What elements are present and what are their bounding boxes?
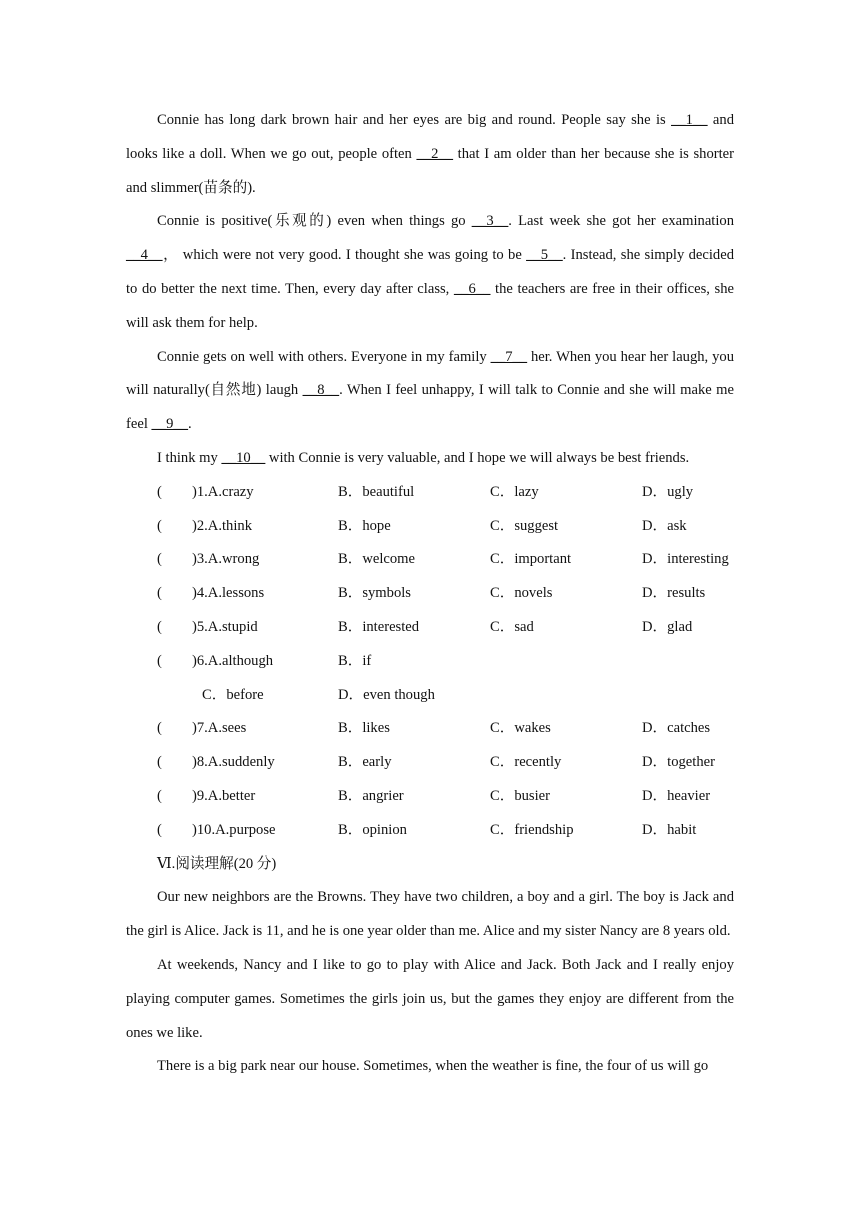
text-block <box>126 104 734 1084</box>
answer-paren: ( <box>157 821 162 838</box>
option-c: C．suggest <box>490 517 559 534</box>
option-b: B．interested <box>338 618 420 635</box>
answer-paren: ( <box>157 652 162 669</box>
option-b: B．hope <box>338 517 391 534</box>
question-row-6 <box>126 645 734 679</box>
option-d: D．interesting <box>642 551 729 568</box>
option-c: C．sad <box>490 618 534 635</box>
answer-paren: ( <box>157 754 162 771</box>
cloze-paragraph-4 <box>126 442 734 476</box>
option-c: C．busier <box>490 787 550 804</box>
reading-paragraph-1: Our new neighbors are the Browns. They have two children, a boy and a girl. The boy is Jack and the girl is Alice. Jack is 11, and he is one year older than me. Alice and my sister Nancy are 8 years old. <box>126 889 734 940</box>
passage-text: Connie has long dark brown hair and her eyes are big and round. People say she is <box>157 112 672 128</box>
passage-text: and looks like a doll. When we go out, people often <box>126 112 734 162</box>
passage-text: . Last week she got her examination <box>508 213 734 230</box>
option-c: C．before <box>202 686 264 703</box>
blank-2: __2__ <box>416 145 453 162</box>
option-a: )3.A.wrong <box>192 551 260 568</box>
blank-6: __6__ <box>453 280 491 297</box>
option-a: )8.A.suddenly <box>192 754 275 771</box>
option-c: C．important <box>490 551 572 568</box>
option-d: D．ask <box>642 517 687 534</box>
option-c: C．wakes <box>490 720 551 737</box>
question-row-10 <box>126 814 734 848</box>
reading-paragraph-3: There is a big park near our house. Sometimes, when the weather is fine, the four of us will go <box>157 1058 709 1075</box>
option-b: B．angrier <box>338 787 404 804</box>
cloze-paragraph-3 <box>126 341 734 442</box>
option-d: D．ugly <box>642 483 694 500</box>
passage-text: . <box>188 416 192 433</box>
answer-paren: ( <box>157 787 162 804</box>
blank-5: __5__ <box>526 247 563 264</box>
blank-10: __10__ <box>221 449 266 466</box>
option-d: D．even though <box>338 686 435 703</box>
answer-paren: ( <box>157 618 162 635</box>
option-a: )5.A.stupid <box>192 618 258 635</box>
blank-1: __1__ <box>671 112 708 128</box>
option-d: D．heavier <box>642 787 711 804</box>
answer-paren: ( <box>157 720 162 737</box>
answer-paren: ( <box>157 483 162 500</box>
question-row-1 <box>126 476 734 510</box>
passage-text: ， which were not very good. I thought she was going to be <box>162 247 527 264</box>
option-d: D．habit <box>642 821 697 838</box>
passage-text: . Instead, she simply decided to do better the next time. Then, every day after class, <box>126 247 734 297</box>
passage-text: . When I feel unhappy, I will talk to Connie and she will make me feel <box>126 382 734 433</box>
answer-paren: ( <box>157 585 162 602</box>
option-c: C．recently <box>490 754 562 771</box>
question-row-4 <box>126 577 734 611</box>
option-c: C．lazy <box>490 483 539 500</box>
option-c: C．friendship <box>490 821 574 838</box>
question-row-3 <box>126 543 734 577</box>
question-row-7 <box>126 712 734 746</box>
option-b: B．likes <box>338 720 390 737</box>
question-row-2 <box>126 510 734 544</box>
option-a: )9.A.better <box>192 787 256 804</box>
option-a: )1.A.crazy <box>192 483 254 500</box>
answer-paren: ( <box>157 517 162 534</box>
passage-text: with Connie is very valuable, and I hope we will always be best friends. <box>265 449 690 466</box>
option-a: )6.A.although <box>192 652 274 669</box>
option-d: D．catches <box>642 720 711 737</box>
passage-text: Connie gets on well with others. Everyone in my family <box>157 348 491 365</box>
passage-text: the teachers are free in their offices, she will ask them for help. <box>126 280 734 331</box>
blank-8: __8__ <box>302 382 340 399</box>
option-d: D．together <box>642 754 715 771</box>
blank-7: __7__ <box>490 348 528 365</box>
option-c: C．novels <box>490 585 553 602</box>
answer-paren: ( <box>157 551 162 568</box>
question-row-6-continued <box>126 679 734 713</box>
section-heading: Ⅵ.阅读理解(20 分) <box>157 855 277 872</box>
blank-9: __9__ <box>151 416 189 433</box>
question-row-8 <box>126 746 734 780</box>
passage-text: her. When you hear her laugh, you will naturally(自然地) laugh <box>126 348 734 399</box>
option-d: D．results <box>642 585 706 602</box>
option-d: D．glad <box>642 618 693 635</box>
option-b: B．symbols <box>338 585 411 602</box>
blank-3: __3__ <box>471 213 509 230</box>
question-row-9 <box>126 780 734 814</box>
question-row-5 <box>126 611 734 645</box>
cloze-paragraph-2 <box>126 205 734 340</box>
passage-text: I think my <box>157 449 222 466</box>
option-b: B．opinion <box>338 821 407 838</box>
cloze-paragraph-1 <box>126 104 734 205</box>
reading-paragraph-2: At weekends, Nancy and I like to go to play with Alice and Jack. Both Jack and I really enjoy playing computer games. Sometimes the girls join us, but the games they enjoy are different from the ones we like. <box>126 956 734 1041</box>
option-a: )2.A.think <box>192 517 252 534</box>
option-a: )7.A.sees <box>192 720 247 737</box>
option-a: )4.A.lessons <box>192 585 265 602</box>
passage-text: that I am older than her because she is shorter and slimmer(苗条的). <box>126 145 735 196</box>
option-a: )10.A.purpose <box>192 821 276 838</box>
blank-4: __4__ <box>126 247 163 264</box>
option-b: B．beautiful <box>338 483 415 500</box>
option-b: B．welcome <box>338 551 416 568</box>
option-b: B．early <box>338 754 392 771</box>
option-b: B．if <box>338 652 372 669</box>
passage-text: Connie is positive(乐观的) even when things go <box>157 213 472 230</box>
